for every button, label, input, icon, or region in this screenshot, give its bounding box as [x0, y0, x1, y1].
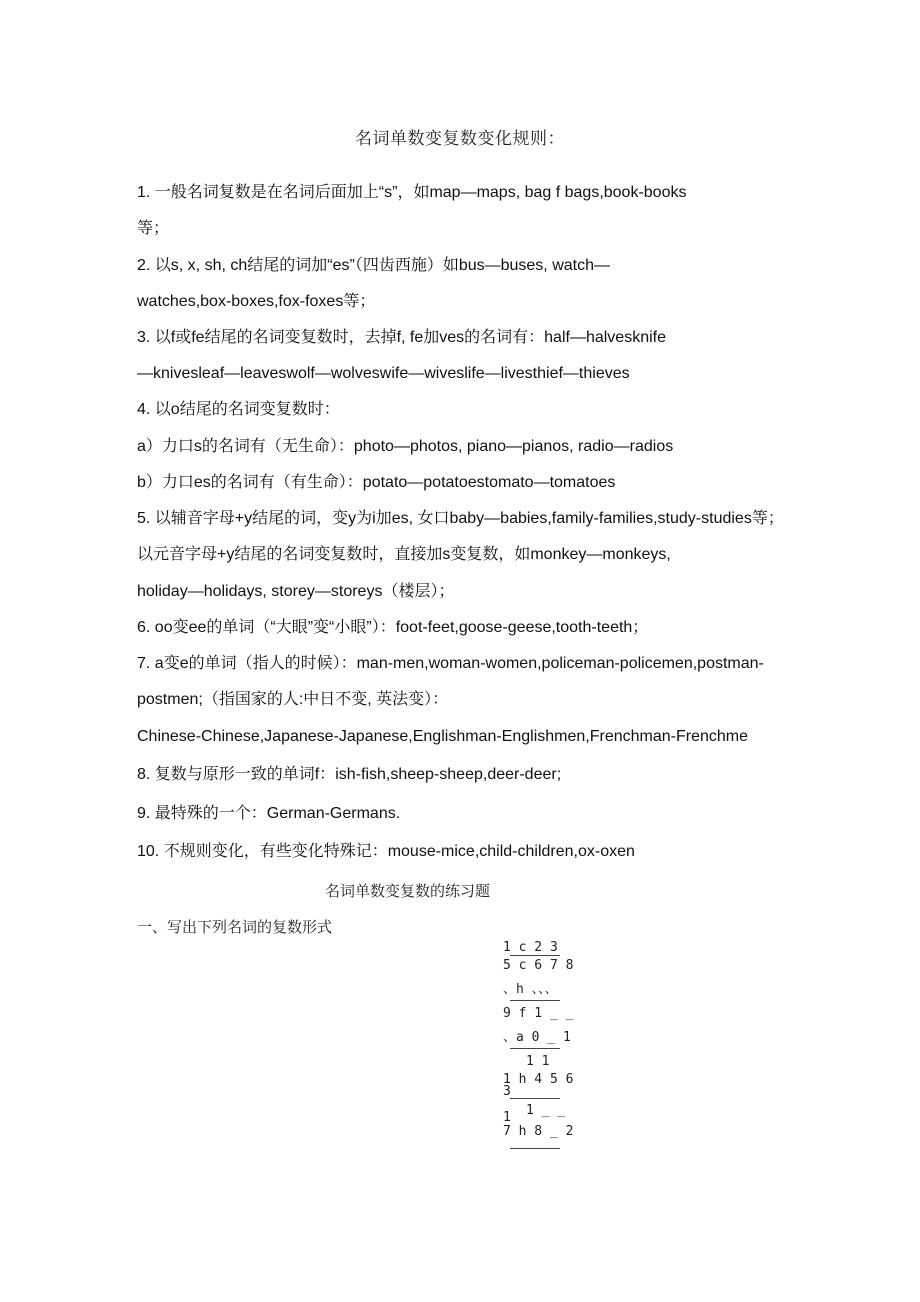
rule-line-19: 10. 不规则变化，有些变化特殊记：mouse-mice,child-children,ox-oxen: [137, 843, 635, 860]
page-title: 名词单数变复数变化规则：: [355, 129, 565, 148]
fragment: 1 _ _: [526, 1103, 566, 1118]
fragment: 1 h 4 5 6: [503, 1072, 574, 1087]
rule-line-12: holiday—holidays, storey—storeys（楼层）；: [137, 583, 455, 600]
fragment: 、a 0 _ 1: [503, 1030, 571, 1045]
rule-line-11: 以元音字母+y结尾的名词变复数时，直接加s变复数，如monkey—monkeys,: [137, 546, 671, 563]
rule-line-14: 7. a变e的单词（指人的时候）：man-men,woman-women,policeman-policemen,postman-: [137, 655, 764, 672]
rule-line-6: —knivesleaf—leaveswolf—wolveswife—wiveslife—livesthief—thieves: [137, 365, 630, 382]
fragment: 、h 、、、: [503, 982, 558, 997]
answer-rule: [510, 1000, 560, 1001]
rule-line-16: Chinese-Chinese,Japanese-Japanese,Englishman-Englishmen,Frenchman-Frenchme: [137, 728, 748, 745]
answer-rule: [510, 955, 560, 956]
exercise-title: 名词单数变复数的练习题: [324, 883, 490, 900]
rule-line-8: a）力口s的名词有（无生命）：photo—photos, piano—pianos, radio—radios: [137, 438, 674, 455]
fragment: 7 h 8 _ 2: [503, 1124, 574, 1139]
exercise-number-fragments: [500, 938, 574, 1153]
fragment: 5 c 6 7 8: [503, 958, 574, 973]
rule-line-2: 等；: [137, 220, 170, 237]
rule-line-7: 4. 以o结尾的名词变复数时：: [137, 401, 340, 418]
fragment: 3: [503, 1084, 511, 1099]
rule-line-18: 9. 最特殊的一个：German-Germans.: [137, 805, 401, 822]
answer-rule: [510, 1048, 560, 1049]
rule-line-1: 1. 一般名词复数是在名词后面加上“s”，如map—maps, bag f bags,book-books: [137, 184, 687, 201]
rule-line-15: postmen;（指国家的人:中日不变, 英法变）：: [137, 691, 449, 708]
rule-line-10: 5. 以辅音字母+y结尾的词，变y为i加es, 女口baby—babies,family-families,study-studies等；: [137, 510, 784, 527]
fragment: 1 1: [526, 1054, 550, 1069]
fragment: 1 c 2 3: [503, 940, 558, 955]
rule-line-3: 2. 以s, x, sh, ch结尾的词加“es”（四齿西施）如bus—buses, watch—: [137, 257, 610, 274]
rule-line-17: 8. 复数与原形一致的单词f：ish-fish,sheep-sheep,deer-deer;: [137, 766, 562, 783]
section-one-heading: 一、写出下列名词的复数形式: [137, 919, 333, 936]
rule-line-5: 3. 以f或fe结尾的名词变复数时，去掉f, fe加ves的名词有：half—halvesknife: [137, 329, 667, 346]
fragment: 1: [503, 1110, 511, 1125]
answer-rule: [510, 1098, 560, 1099]
rule-line-9: b）力口es的名词有（有生命）：potato—potatoestomato—tomatoes: [137, 474, 616, 491]
rule-line-4: watches,box-boxes,fox-foxes等；: [137, 293, 376, 310]
answer-rule: [510, 1148, 560, 1149]
fragment: 9 f 1 _ _: [503, 1006, 574, 1021]
rule-line-13: 6. oo变ee的单词（“大眼”变“小眼”）：foot-feet,goose-geese,tooth-teeth；: [137, 619, 649, 636]
